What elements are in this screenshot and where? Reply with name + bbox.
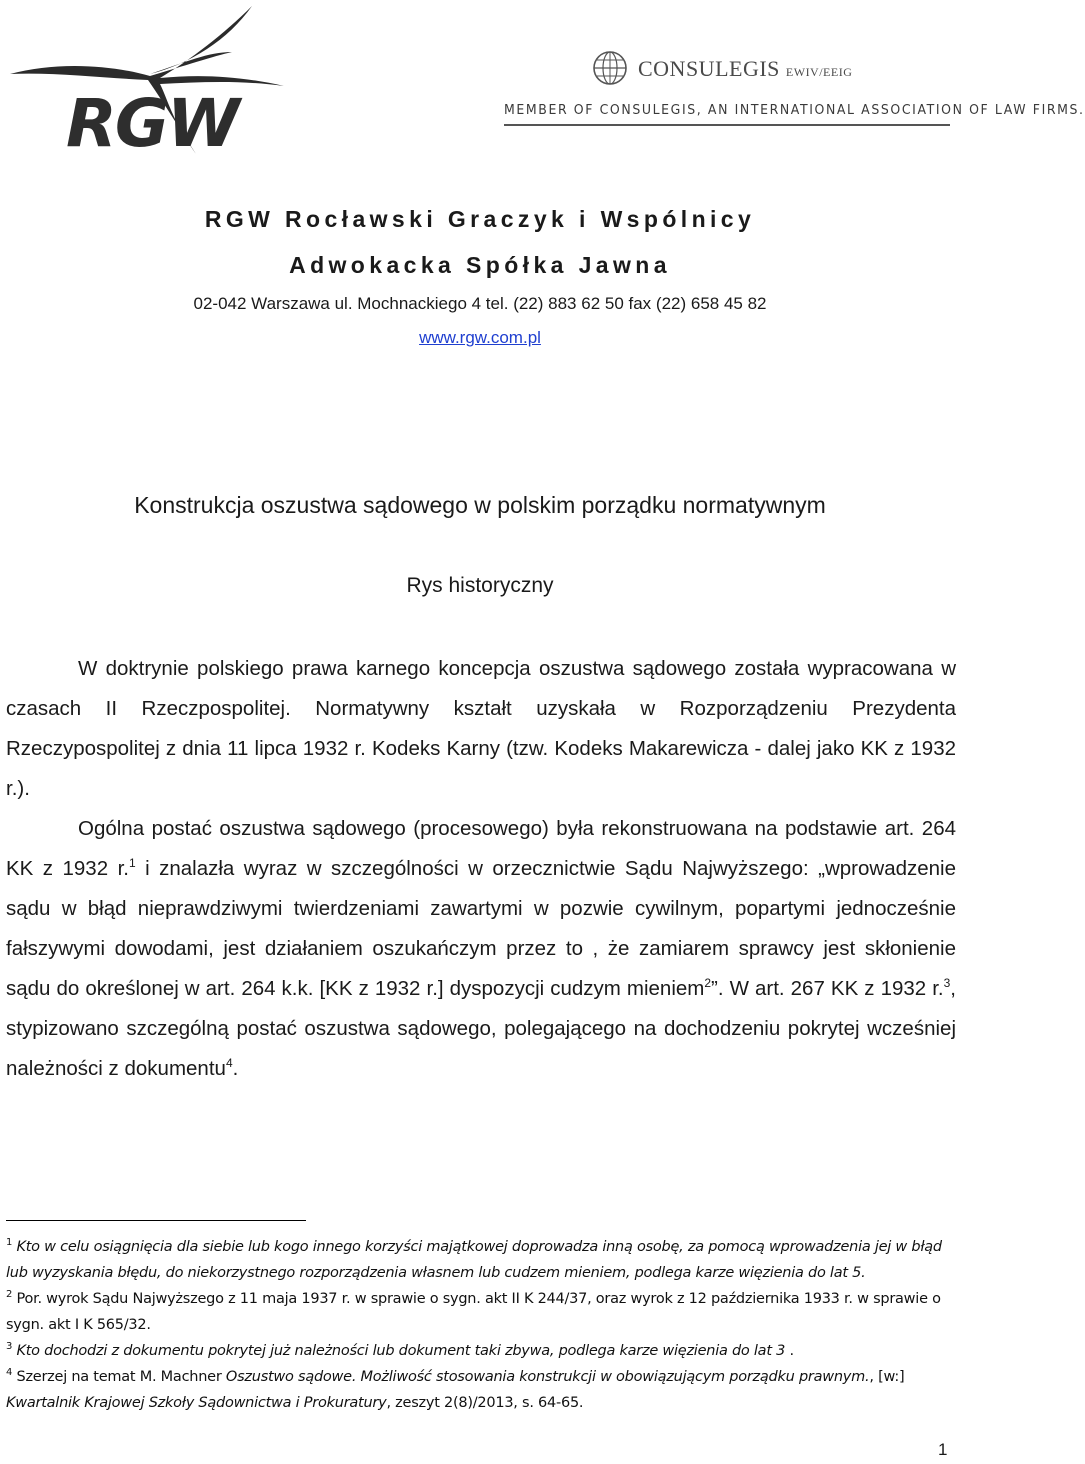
paragraph-1: W doktrynie polskiego prawa karnego koncepcja oszustwa sądowego została wypracowana w czasach II Rzeczpospolitej. Normatywny kształt uzyskała w Rozporządzeniu Prezydenta Rzeczypospolitej z dnia 11 lipca 1932 r. Kodeks Karny (tzw. Kodeks Makarewicza - dalej jako KK z 1932 r.).: [6, 657, 956, 800]
footnote-2: [6, 1286, 946, 1338]
firm-name-line1: RGW Rocławski Graczyk i Wspólnicy: [204, 206, 756, 232]
footnote-separator: [6, 1220, 306, 1221]
firm-name-line2: Adwokacka Spółka Jawna: [289, 252, 671, 278]
document-body: [6, 649, 956, 1089]
footnote-4-title: Oszustwo sądowe. Możliwość stosowania konstrukcji w obowiązującym porządku prawnym.: [225, 1369, 870, 1385]
footnote-3: [6, 1338, 946, 1364]
footnote-4-text-b: , [w:]: [869, 1369, 905, 1385]
paragraph-2-text-e: .: [232, 1057, 239, 1080]
document-subtitle: Rys historyczny: [406, 574, 554, 597]
paragraph-2-text-c: ”. W art. 267 KK z 1932 r.: [711, 977, 944, 1000]
firm-website-line: [0, 328, 960, 348]
document-title: Konstrukcja oszustwa sądowego w polskim porządku normatywnym: [134, 492, 826, 518]
footnote-3-end: .: [785, 1343, 794, 1359]
firm-website-link[interactable]: www.rgw.com.pl: [419, 328, 541, 347]
footnote-3-number: 3: [6, 1341, 13, 1353]
globe-icon: [590, 48, 630, 88]
consulegis-suffix: EWIV/EEIG: [785, 65, 853, 79]
footnote-2-text: Por. wyrok Sądu Najwyższego z 11 maja 1937 r. w sprawie o sygn. akt II K 244/37, oraz wyrok z 12 października 1933 r. w sprawie o sygn. akt I K 565/32.: [6, 1291, 941, 1333]
firm-address: 02-042 Warszawa ul. Mochnackiego 4 tel. (22) 883 62 50 fax (22) 658 45 82: [193, 294, 767, 313]
footnote-ref-3: 3: [943, 976, 951, 991]
footnote-4-text-c: , zeszyt 2(8)/2013, s. 64-65.: [386, 1395, 584, 1411]
footnote-ref-4: 4: [225, 1056, 233, 1071]
footnote-1: [6, 1234, 946, 1286]
footnote-2-number: 2: [6, 1289, 13, 1301]
footnote-ref-1: 1: [128, 856, 136, 871]
paragraph-2-text-b: i znalazła wyraz w szczególności w orzecznictwie Sądu Najwyższego: „wprowadzenie sądu w błąd nieprawdziwymi twierdzeniami zawartymi w pozwie cywilnym, popartymi jednocześnie fałszywymi dowodami, jest działaniem oszukańczym przez to , że zamiarem sprawcy jest skłonienie sądu do określonej w art. 264 k.k. [KK z 1932 r.] dyspozycji cudzym mieniem: [6, 857, 956, 1000]
header-divider: [504, 124, 950, 126]
footnote-4-journal: Kwartalnik Krajowej Szkoły Sądownictwa i Prokuratury: [6, 1395, 387, 1411]
footnote-1-text: Kto w celu osiągnięcia dla siebie lub kogo innego korzyści majątkowej doprowadza inną osobę, za pomocą wprowadzenia jej w błąd lub wyzyskania błędu, do niekorzystnego rozporządzenia własnem lub cudzem mieniem, podlega karze więzienia do lat 5.: [6, 1239, 942, 1281]
paragraph-2-text-a: Ogólna postać oszustwa sądowego (procesowego) była rekonstruowana na podstawie art. 264 KK z 1932 r.: [6, 817, 956, 880]
paragraph-2-text-d: , stypizowano szczególną postać oszustwa sądowego, polegającego na dochodzeniu pokrytej wcześniej należności z dokumentu: [6, 977, 956, 1080]
footnote-4-number: 4: [6, 1367, 13, 1379]
footnote-4: [6, 1364, 946, 1416]
logo-text: RGW: [66, 85, 238, 162]
consulegis-logo: [586, 46, 886, 90]
consulegis-name: CONSULEGIS: [638, 56, 780, 81]
rgw-logo: [0, 0, 300, 165]
paragraph-2: [6, 809, 956, 1089]
footnote-4-text-a: Szerzej na temat M. Machner: [16, 1369, 226, 1385]
member-line: MEMBER OF CONSULEGIS, AN INTERNATIONAL ASSOCIATION OF LAW FIRMS.: [504, 101, 1085, 118]
footnotes: [6, 1234, 946, 1416]
footnote-3-text: Kto dochodzi z dokumentu pokrytej już należności lub dokument taki zbywa, podlega karze więzienia do lat 3: [16, 1343, 786, 1359]
footnote-ref-2: 2: [704, 976, 712, 991]
page-number: 1: [938, 1440, 948, 1459]
footnote-1-number: 1: [6, 1237, 13, 1249]
